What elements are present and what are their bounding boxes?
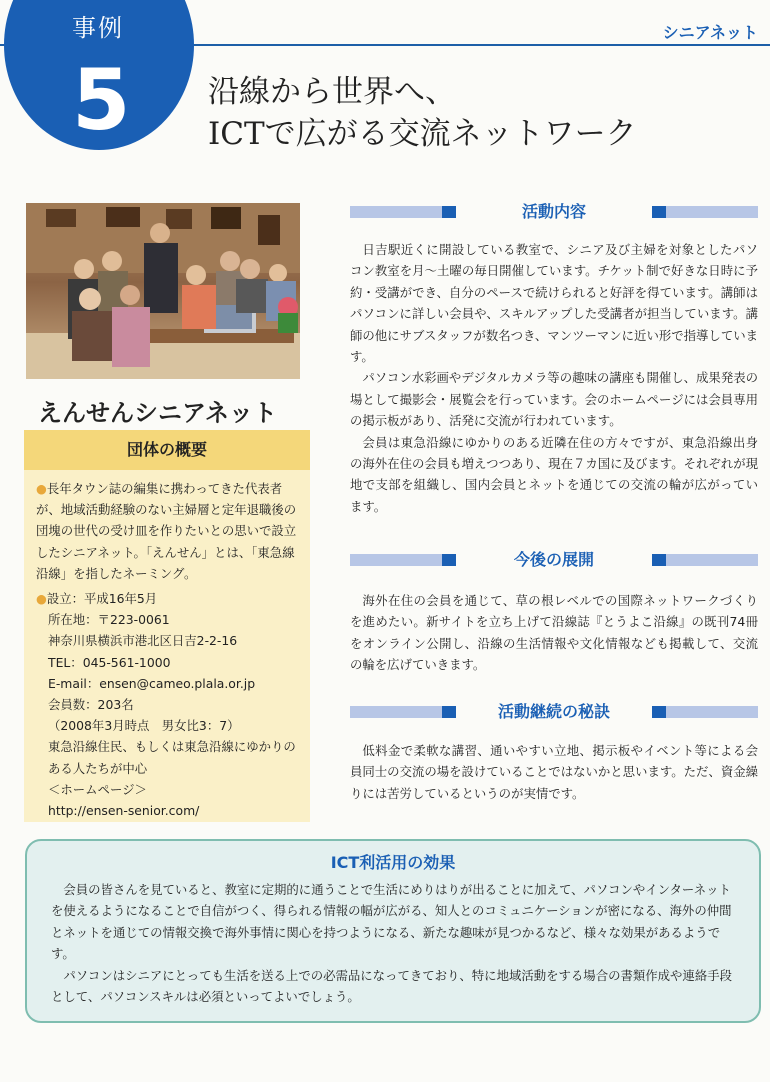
ict-body <box>27 873 759 1007</box>
group-photo-illustration <box>26 203 300 379</box>
bullet-icon: ● <box>36 591 47 607</box>
paragraph: 会員の皆さんを見ていると、教室に定期的に通うことで生活にめりはりが出ることに加えて、パソコンやインターネットを使えるようになることで自信がつく、得られる情報の幅が広がる、知人とのコミュニケーションが密になる、海外の仲間とネットを通じての情報交換で海外事情に関心を持つようになる、新たな趣味が見つかるなど、様々な効果があるようです。 <box>51 882 732 962</box>
summary-intro-text: 長年タウン誌の編集に携わってきた代表者が、地域活動経験のない主婦層と定年退職後の団塊の世代の受け皿を作りたいとの思いで設立したシニアネット。「えんせん」とは、「東急線沿線」を指したネーミング。 <box>36 481 297 581</box>
summary-detail: （2008年3月時点 男女比3：7） <box>48 718 240 734</box>
section-heading-text: 活動継続の秘訣 <box>497 702 610 721</box>
summary-intro <box>36 478 300 584</box>
paragraph: 日吉駅近くに開設している教室で、シニア及び主婦を対象としたパソコン教室を月～土曜の毎日開催しています。チケット制で好きな日時に予約・受講ができ、自分のペースで続けられると好評を得ています。講師はパソコンに詳しい会員や、スキルアップした受講者が担当しています。講師の他にサブスタッフが数名つき、マンツーマンに近い形で指導しています。 <box>350 242 758 365</box>
section-heading-activities <box>350 202 758 222</box>
section-heading-future <box>350 550 758 570</box>
paragraph: パソコンはシニアにとっても生活を送る上での必需品になってきており、特に地域活動をする場合の書類作成や連絡手段として、パソコンスキルは必須といってよいでしょう。 <box>51 967 732 1005</box>
paragraph: 低料金で柔軟な講習、通いやすい立地、掲示板やイベント等による会員同士の交流の場を設けていることではないかと思います。ただ、資金繰りには苦労しているというのが実情です。 <box>350 743 758 801</box>
paragraph: 海外在住の会員を通じて、草の根レベルでの国際ネットワークづくりを進めたい。新サイトを立ち上げて沿線誌『とうよこ沿線』の既刊74冊をオンライン公開し、沿線の生活情報や文化情報なども掲載して、交流の輪を広げていきます。 <box>350 593 758 673</box>
summary-detail: 会員数：203名 <box>48 697 134 713</box>
summary-heading: 団体の概要 <box>24 430 310 470</box>
summary-box <box>24 430 310 822</box>
group-photo <box>26 203 300 379</box>
case-label: 事例 <box>72 14 124 42</box>
section-body-activities <box>350 239 758 517</box>
summary-detail <box>36 588 300 609</box>
homepage-link[interactable]: http://ensen-senior.com/ <box>48 803 200 819</box>
section-body-future <box>350 590 758 676</box>
paragraph: 会員は東急沿線にゆかりのある近隣在住の方々ですが、東急沿線出身の海外在住の会員も増えつつあり、現在７カ国に及びます。それぞれが現地で支部を組織し、国内会員とネットを通じての交流の輪が広がっています。 <box>350 434 758 514</box>
summary-detail: 東急沿線住民、もしくは東急沿線にゆかりのある人たちが中心 <box>48 739 296 776</box>
section-heading-text: 活動内容 <box>521 202 586 221</box>
series-label: シニアネット <box>662 23 758 42</box>
case-number: 5 <box>72 51 131 149</box>
bullet-icon: ● <box>36 481 47 496</box>
summary-body <box>24 470 310 821</box>
organization-name: えんせんシニアネット <box>38 399 278 427</box>
summary-detail: E-mail：ensen@cameo.plala.or.jp <box>48 675 256 691</box>
paragraph: パソコン水彩画やデジタルカメラ等の趣味の講座も開催し、成果発表の場として撮影会・展覧会を行っています。会のホームページには会員専用の掲示板があり、活発に交流が行われています。 <box>350 370 758 429</box>
summary-detail: 神奈川県横浜市港北区日吉2-2-16 <box>48 633 238 649</box>
established: 設立：平成16年5月 <box>46 591 158 607</box>
summary-detail: 所在地：〒223-0061 <box>48 612 170 628</box>
section-heading-secret <box>350 702 758 722</box>
page-title-line2: ICTで広がる交流ネットワーク <box>208 116 637 152</box>
ict-heading: ICT利活用の効果 <box>330 853 456 872</box>
section-body-secret <box>350 740 758 804</box>
summary-detail: TEL：045-561-1000 <box>48 654 171 670</box>
ict-effects-box <box>25 839 761 1023</box>
section-heading-text: 今後の展開 <box>513 550 594 569</box>
page-title-line1: 沿線から世界へ、 <box>208 74 456 110</box>
summary-detail: ＜ホームページ＞ <box>48 781 147 797</box>
